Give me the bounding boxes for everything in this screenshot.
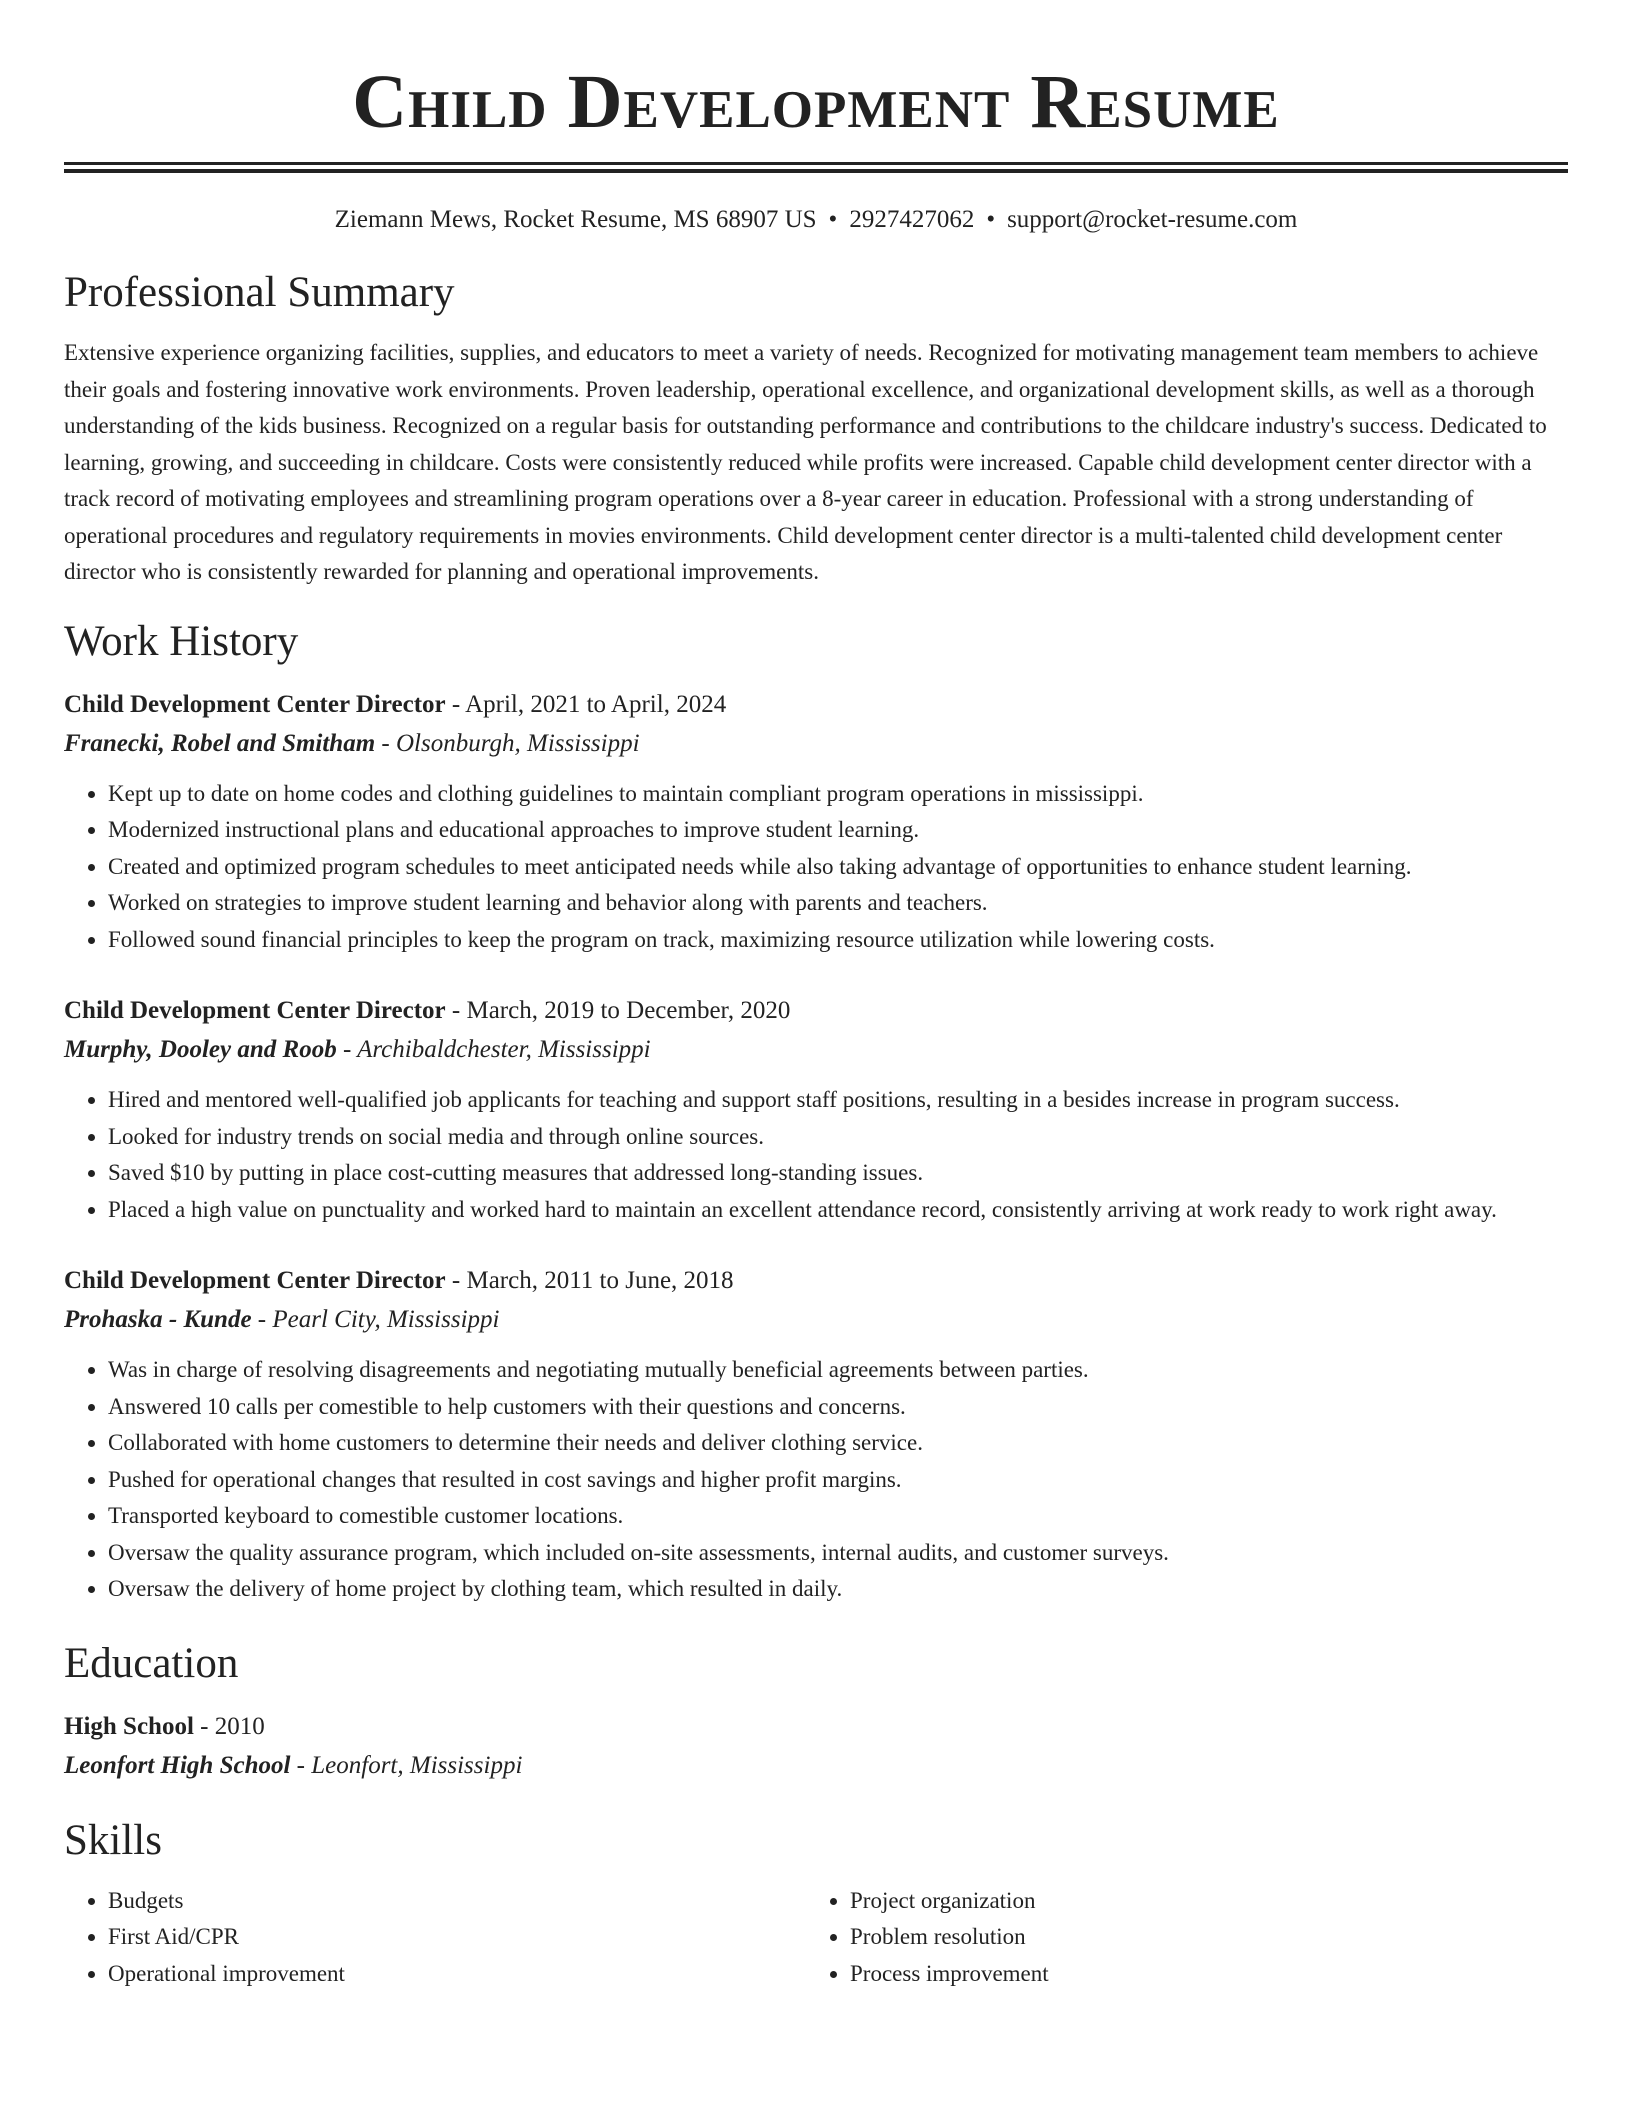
contact-phone: 2927427062 <box>849 206 975 233</box>
employer-location: - Pearl City, Mississippi <box>251 1306 500 1333</box>
employer-location: - Archibaldchester, Mississippi <box>336 1036 651 1063</box>
work-history-heading: Work History <box>64 617 299 665</box>
job-bullet: • Placed a high value on punctuality and worked hard to maintain an excellent attendance record, consistently arriving at work ready to work right away. <box>108 1192 1568 1229</box>
skills-column-right <box>806 1883 1548 1993</box>
job-bullet: • Saved $10 by putting in place cost-cutting measures that addressed long-standing issues. <box>108 1155 1568 1192</box>
job-title: Child Development Center Director <box>64 1267 446 1294</box>
job-bullet: • Collaborated with home customers to determine their needs and deliver clothing service. <box>108 1425 1568 1462</box>
job-dates: - March, 2011 to June, 2018 <box>445 1267 734 1294</box>
skill-item: • Problem resolution <box>850 1919 1548 1956</box>
job-bullet: • Created and optimized program schedules to meet anticipated needs while also taking advantage of opportunities to enhance student learning. <box>108 849 1568 886</box>
job-bullet: • Was in charge of resolving disagreements and negotiating mutually beneficial agreements between parties. <box>108 1352 1568 1389</box>
contact-separator: • <box>986 206 996 233</box>
degree-name: High School <box>64 1712 194 1740</box>
job-title-line <box>64 686 1568 724</box>
job-bullets <box>64 1352 1568 1608</box>
skill-item: • Process improvement <box>850 1956 1548 1993</box>
job-entry <box>64 686 1568 959</box>
title-divider <box>64 162 1568 173</box>
contact-address: Ziemann Mews, Rocket Resume, MS 68907 US <box>334 206 817 233</box>
skill-item: • First Aid/CPR <box>108 1919 806 1956</box>
job-bullet: • Oversaw the delivery of home project by clothing team, which resulted in daily. <box>108 1571 1568 1608</box>
contact-line <box>64 205 1568 235</box>
employer-name: Murphy, Dooley and Roob <box>64 1036 337 1063</box>
job-title: Child Development Center Director <box>64 997 446 1024</box>
job-bullet: • Worked on strategies to improve student learning and behavior along with parents and teachers. <box>108 885 1568 922</box>
employer-name: Franecki, Robel and Smitham <box>64 729 376 757</box>
degree-line <box>64 1708 1568 1746</box>
job-title-line <box>64 1262 1568 1300</box>
job-bullet: • Transported keyboard to comestible customer locations. <box>108 1498 1568 1535</box>
employer-name: Prohaska - Kunde <box>64 1306 252 1333</box>
skills-column-left <box>64 1883 806 1993</box>
education-entry <box>64 1708 1568 1785</box>
skill-item: • Operational improvement <box>108 1956 806 1993</box>
job-bullet: • Pushed for operational changes that resulted in cost savings and higher profit margins. <box>108 1462 1568 1499</box>
graduation-year: - 2010 <box>193 1712 265 1740</box>
job-dates: - April, 2021 to April, 2024 <box>445 690 727 718</box>
skill-item: • Project organization <box>850 1883 1548 1920</box>
skill-item: • Budgets <box>108 1883 806 1920</box>
skills-list <box>806 1883 1548 1993</box>
job-bullets <box>64 776 1568 959</box>
employer-line <box>64 1300 1568 1339</box>
school-line <box>64 1746 1568 1785</box>
job-bullet: • Followed sound financial principles to keep the program on track, maximizing resource utilization while lowering costs. <box>108 922 1568 959</box>
job-bullet: • Looked for industry trends on social media and through online sources. <box>108 1119 1568 1156</box>
job-bullet: • Hired and mentored well-qualified job applicants for teaching and support staff positions, resulting in a besides increase in program success. <box>108 1082 1568 1119</box>
job-entry <box>64 1262 1568 1608</box>
job-bullet: • Modernized instructional plans and educational approaches to improve student learning. <box>108 812 1568 849</box>
job-bullet: • Oversaw the quality assurance program, which included on-site assessments, internal audits, and customer surveys. <box>108 1535 1568 1572</box>
employer-line <box>64 724 1568 763</box>
summary-heading: Professional Summary <box>64 269 455 316</box>
school-name: Leonfort High School <box>64 1751 291 1779</box>
contact-email: support@rocket-resume.com <box>1007 206 1298 233</box>
resume-title: Child Development Resume <box>352 60 1280 144</box>
job-bullets <box>64 1082 1568 1228</box>
employer-line <box>64 1030 1568 1069</box>
summary-text: Extensive experience organizing facilities, supplies, and educators to meet a variety of needs. Recognized for motivating management team members to achieve their goals and fostering innovative work environments. Proven leadership, operational excellence, and organizational development skills, as well as a thorough understanding of the kids business. Recognized on a regular basis for outstanding performance and contributions to the childcare industry's success. Dedicated to learning, growing, and succeeding in childcare. Costs were consistently reduced while profits were increased. Capable child development center director with a track record of motivating employees and streamlining program operations over a 8-year career in education. Professional with a strong understanding of operational procedures and regulatory requirements in movies environments. Child development center director is a multi-talented child development center director who is consistently rewarded for planning and operational improvements. <box>64 340 1547 584</box>
job-title-line <box>64 992 1568 1030</box>
job-dates: - March, 2019 to December, 2020 <box>445 997 791 1024</box>
education-heading: Education <box>64 1639 239 1687</box>
skills-list <box>64 1883 806 1993</box>
contact-separator: • <box>828 206 838 233</box>
job-bullet: • Answered 10 calls per comestible to help customers with their questions and concerns. <box>108 1389 1568 1426</box>
skills-heading: Skills <box>64 1816 162 1864</box>
job-entry <box>64 992 1568 1228</box>
school-location: - Leonfort, Mississippi <box>290 1751 523 1779</box>
job-title: Child Development Center Director <box>64 690 446 718</box>
job-bullet: • Kept up to date on home codes and clothing guidelines to maintain compliant program operations in mississippi. <box>108 776 1568 813</box>
skills-grid <box>64 1883 1568 1993</box>
employer-location: - Olsonburgh, Mississippi <box>375 729 640 757</box>
